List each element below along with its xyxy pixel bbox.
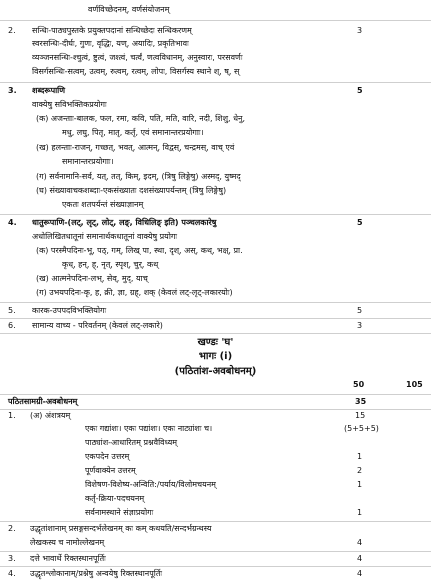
item-1-number: 1. (8, 411, 16, 420)
section-2-marks: 3 (357, 26, 363, 35)
divider (0, 566, 431, 567)
udhrit2-marks: 4 (357, 569, 363, 578)
divider (0, 521, 431, 522)
item-4-number: 4. (8, 569, 16, 578)
ekapada-marks: 1 (357, 452, 363, 461)
amsha-detail: एकः गद्यांशः। एकः पद्यांशः। एकः नाट्यांशः च। (85, 424, 213, 433)
divider (0, 318, 431, 319)
section-2-number: 2. (8, 26, 16, 35)
pathitansh-heading: (पठितांश-अवबोधनम्) (174, 366, 257, 377)
divider (0, 551, 431, 552)
halanta-item-cont: समानान्तरप्रयोगाः। (62, 157, 114, 166)
section-6-number: 6. (8, 321, 16, 330)
svara-sandhi: स्वरसन्धिः-दीर्घः, गुणः, वृद्धिः, यण्, अयादिः, प्रकृतिभावः (32, 39, 189, 48)
purna-line: पूर्णवाक्येन उत्तरम् (85, 466, 136, 475)
section-4-number: 4. (8, 218, 17, 227)
section-6-marks: 3 (357, 321, 363, 330)
datte-line: दत्ते भावार्थे रिक्तस्थानपूर्तिः (30, 554, 106, 563)
section-3-title: शब्दरूपाणि (32, 86, 66, 95)
pathit-samagri-title: पठितसामग्री-अवबोधनम् (8, 397, 78, 406)
section-3-number: 3. (8, 86, 17, 95)
varna-line: वर्णविच्छेदनम्, वर्णसंयोजनम् (88, 5, 170, 14)
sarvanam-marks: 1 (357, 508, 363, 517)
lekhak-line: लेखकस्य च नामोल्लेखनम् (30, 538, 105, 547)
section-3-intro: वाक्येषु सविभक्तिकप्रयोगः (32, 100, 107, 109)
total-periods: 105 (406, 380, 423, 389)
section-4-title-cont: अधोलिखितधातूनां समानार्थकधातूनां वाक्येषु प्रयोगः (32, 232, 178, 241)
visarga-sandhi: विसर्गसन्धिः-सत्वम्, उत्वम्, रुत्वम्, रत्वम्, लोपः, विसर्गस्य स्थाने श्, ष्, स् (32, 67, 240, 76)
pathyamsh-line: पाठ्यांश-आधारितम् प्रश्नवैविध्यम् (85, 438, 178, 447)
item-3-number: 3. (8, 554, 16, 563)
visheshan-line: विशेषण-विशेष्य-अन्विति:/पर्याय/विलोमचयनम् (85, 480, 216, 489)
item-2-number: 2. (8, 524, 16, 533)
section-2-title: सन्धिः-पाठ्यपुस्तके प्रयुक्तपदानां सन्धिच्छेदः सन्धिकरणम् (32, 26, 192, 35)
khanda-heading: खण्डः 'घ' (197, 337, 234, 348)
section-3-marks: 5 (357, 86, 363, 95)
atmanepadi-item: (ख) आत्मनेपदिनः-लभ्, सेव्, मुद्, याच् (36, 274, 148, 283)
udhrit2-line: उद्धृतश्लोकानाम्/प्रश्नेषु अन्वयेषु रिक्तस्थानपूर्तिः (30, 569, 163, 578)
sankhya-item-cont: एकतः शतपर्यन्तं संख्याज्ञानम् (62, 200, 144, 209)
divider (0, 20, 431, 21)
divider (0, 409, 431, 410)
purna-marks: 2 (357, 466, 363, 475)
section-4-title: धातुरूपाणि-(लट्, लृट्, लोट्, लङ्, विधिलिङ् इति) पञ्चलकारेषु (32, 218, 217, 227)
divider (0, 214, 431, 215)
parasmaipadi-item: (क) परस्मैपदिनः-भू, पठ्, गम्, लिख् पा, स्था, दृश्, अस्, कथ्, भक्ष्, प्रा. (36, 246, 243, 255)
ekapada-line: एकपदेन उत्तरम् (85, 452, 130, 461)
kartri-line: कर्तृ-क्रिया-पदचयनम् (85, 494, 145, 503)
vyanjana-sandhi: व्यञ्जनसन्धिः-श्चुत्वं, ष्टुत्वं, जश्त्वं, चर्त्वं, णत्वविधानम्, अनुस्वारः, परसवर्णः (32, 53, 243, 62)
section-6-title: सामान्य वाच्य - परिवर्तनम् (केवलं लट्-लकारे) (32, 321, 163, 330)
sarvanama-item: (ग) सर्वनामानि-सर्व, यत्, तत्, किम्, इदम्, (त्रिषु लिङ्गेषु) अस्मद्, युष्मद् (36, 172, 241, 181)
sarvanam-line: सर्वनामस्थाने संज्ञाप्रयोगः (85, 508, 154, 517)
parasmaipadi-item-cont: कृध्, हन्, ह्, नृत्, स्पृश्, चुर्, कथ् (62, 260, 159, 269)
ajanta-item-cont: मधु, लघु, पितृ, मातृ, कर्तृ, एवं समानान्तरप्रयोगाः। (62, 128, 204, 137)
section-5-marks: 5 (357, 306, 363, 315)
divider (0, 82, 431, 83)
section-4-marks: 5 (357, 218, 363, 227)
amsha-detail-marks: (5+5+5) (344, 424, 379, 433)
lekhak-marks: 4 (357, 538, 363, 547)
section-5-number: 5. (8, 306, 16, 315)
amshatrayam: (अ) अंशत्रयम् (30, 411, 71, 420)
total-marks: 50 (353, 380, 365, 389)
divider (0, 394, 431, 395)
bhaga-heading: भागः (i) (198, 351, 233, 362)
visheshan-marks: 1 (357, 480, 363, 489)
amshatrayam-marks: 15 (355, 411, 366, 420)
ubhayapadi-item: (ग) उभयपदिनः-कृ, ह, क्री, ज्ञा, ग्रह्, शक् (केवलं लट्-लृट्-लकारयोः) (36, 288, 233, 297)
divider (0, 333, 431, 334)
ajanta-item: (क) अजन्ताः-बालक, फल, रमा, कवि, पति, मति, वारि, नदी, शिशु, धेनु, (36, 114, 246, 123)
datte-marks: 4 (357, 554, 363, 563)
halanta-item: (ख) हलन्ताः-राजन्, गच्छत्, भवत्, आत्मन्, विद्वस्, चन्द्रमस्, वाच् एवं (36, 143, 235, 152)
section-5-title: कारक-उपपदविभक्तियोगः (32, 306, 107, 315)
udhrit-line: उद्धृतांशानाम् प्रसङ्गसन्दर्भलेखनम् कः कम् कथयति/सन्दर्भग्रन्थस्य (30, 524, 212, 533)
sankhya-item: (घ) संख्यावाचकशब्दाः-एकसंख्यातः दशसंख्यापर्यन्तम् (त्रिषु लिङ्गेषु) (36, 186, 227, 195)
pathit-samagri-marks: 35 (355, 397, 367, 406)
divider (0, 302, 431, 303)
